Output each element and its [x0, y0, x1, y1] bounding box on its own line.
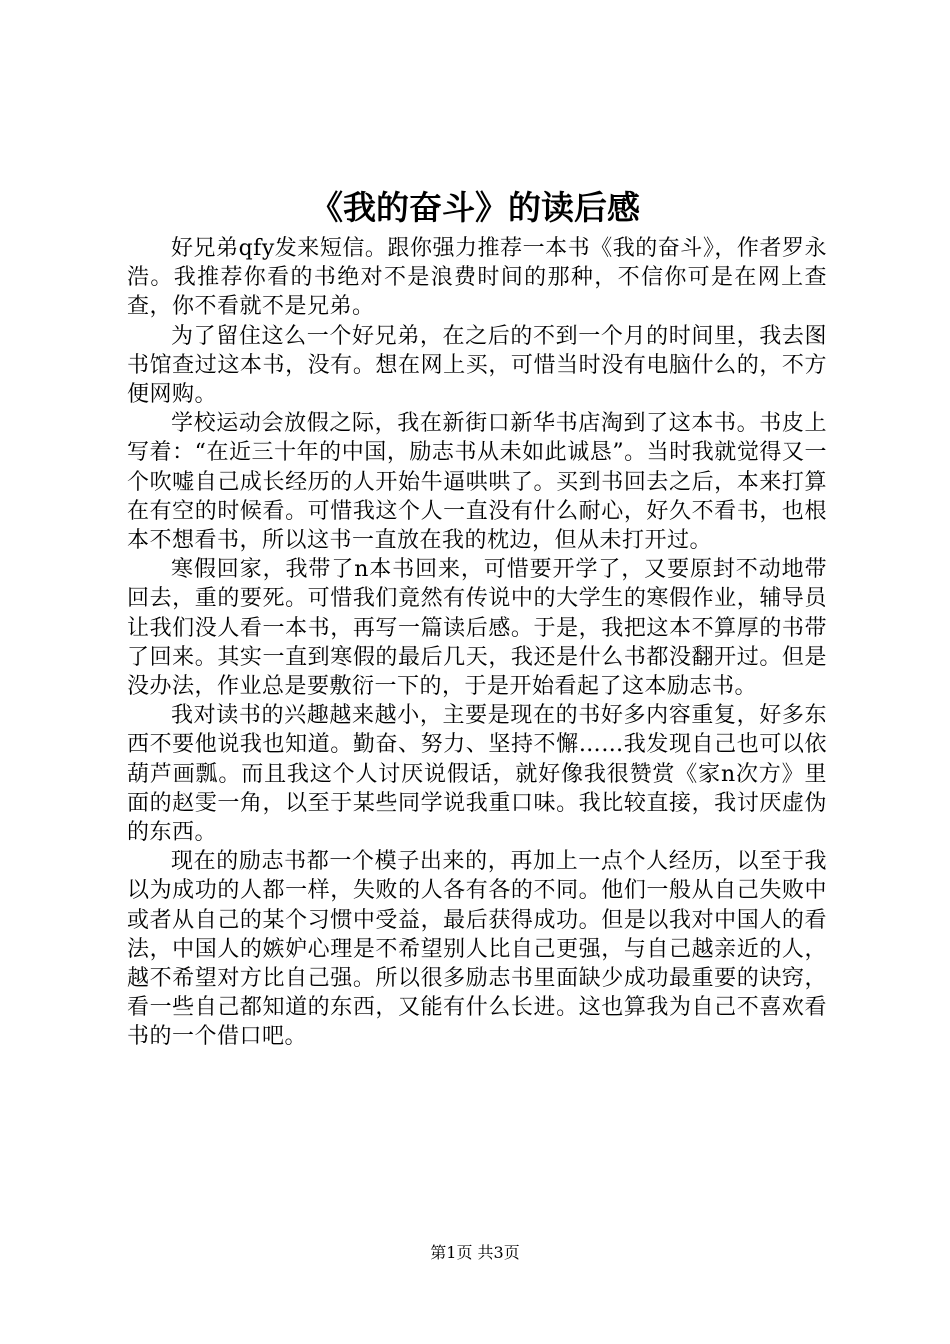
paragraph: 现在的励志书都一个模子出来的，再加上一点个人经历，以至于我以为成功的人都一样，失败的人各有各的不同。他们一般从自己失败中或者从自己的某个习惯中受益，最后获得成功。但是以我对中国人的看法，中国人的嫉妒心理是不希望别人比自己更强，与自己越亲近的人，越不希望对方比自己强。所以很多励志书里面缺少成功最重要的诀窍，看一些自己都知道的东西，又能有什么长进。这也算我为自己不喜欢看书的一个借口吧。	[127, 849, 827, 1050]
paragraph: 寒假回家，我带了n本书回来，可惜要开学了，又要原封不动地带回去，重的要死。可惜我们竟然有传说中的大学生的寒假作业，辅导员让我们没人看一本书，再写一篇读后感。于是，我把这本不算厚的书带了回来。其实一直到寒假的最后几天，我还是什么书都没翻开过。但是没办法，作业总是要敷衍一下的，于是开始看起了这本励志书。	[127, 557, 827, 700]
page-indicator: 第1页 共3页	[430, 1243, 520, 1262]
paragraph: 我对读书的兴趣越来越小，主要是现在的书好多内容重复，好多东西不要他说我也知道。勤奋、努力、坚持不懈……我发现自己也可以依葫芦画瓢。而且我这个人讨厌说假话，就好像我很赞赏《家n次方》里面的赵雯一角，以至于某些同学说我重口味。我比较直接，我讨厌虚伪的东西。	[127, 703, 827, 846]
document-body	[127, 234, 827, 1052]
paragraph: 好兄弟qfy发来短信。跟你强力推荐一本书《我的奋斗》，作者罗永浩。我推荐你看的书绝对不是浪费时间的那种，不信你可是在网上查查，你不看就不是兄弟。	[127, 236, 827, 320]
document-title: 《我的奋斗》的读后感	[310, 188, 640, 227]
page-footer	[0, 1242, 950, 1264]
paragraph: 为了留住这么一个好兄弟，在之后的不到一个月的时间里，我去图书馆查过这本书，没有。想在网上买，可惜当时没有电脑什么的，不方便网购。	[127, 323, 827, 408]
paragraph: 学校运动会放假之际，我在新街口新华书店淘到了这本书。书皮上写着：“在近三十年的中国，励志书从未如此诚恳”。当时我就觉得又一个吹嘘自己成长经历的人开始牛逼哄哄了。买到书回去之后，本来打算在有空的时候看。可惜我这个人一直没有什么耐心，好久不看书，也根本不想看书，所以这书一直放在我的枕边，但从未打开过。	[127, 411, 827, 554]
